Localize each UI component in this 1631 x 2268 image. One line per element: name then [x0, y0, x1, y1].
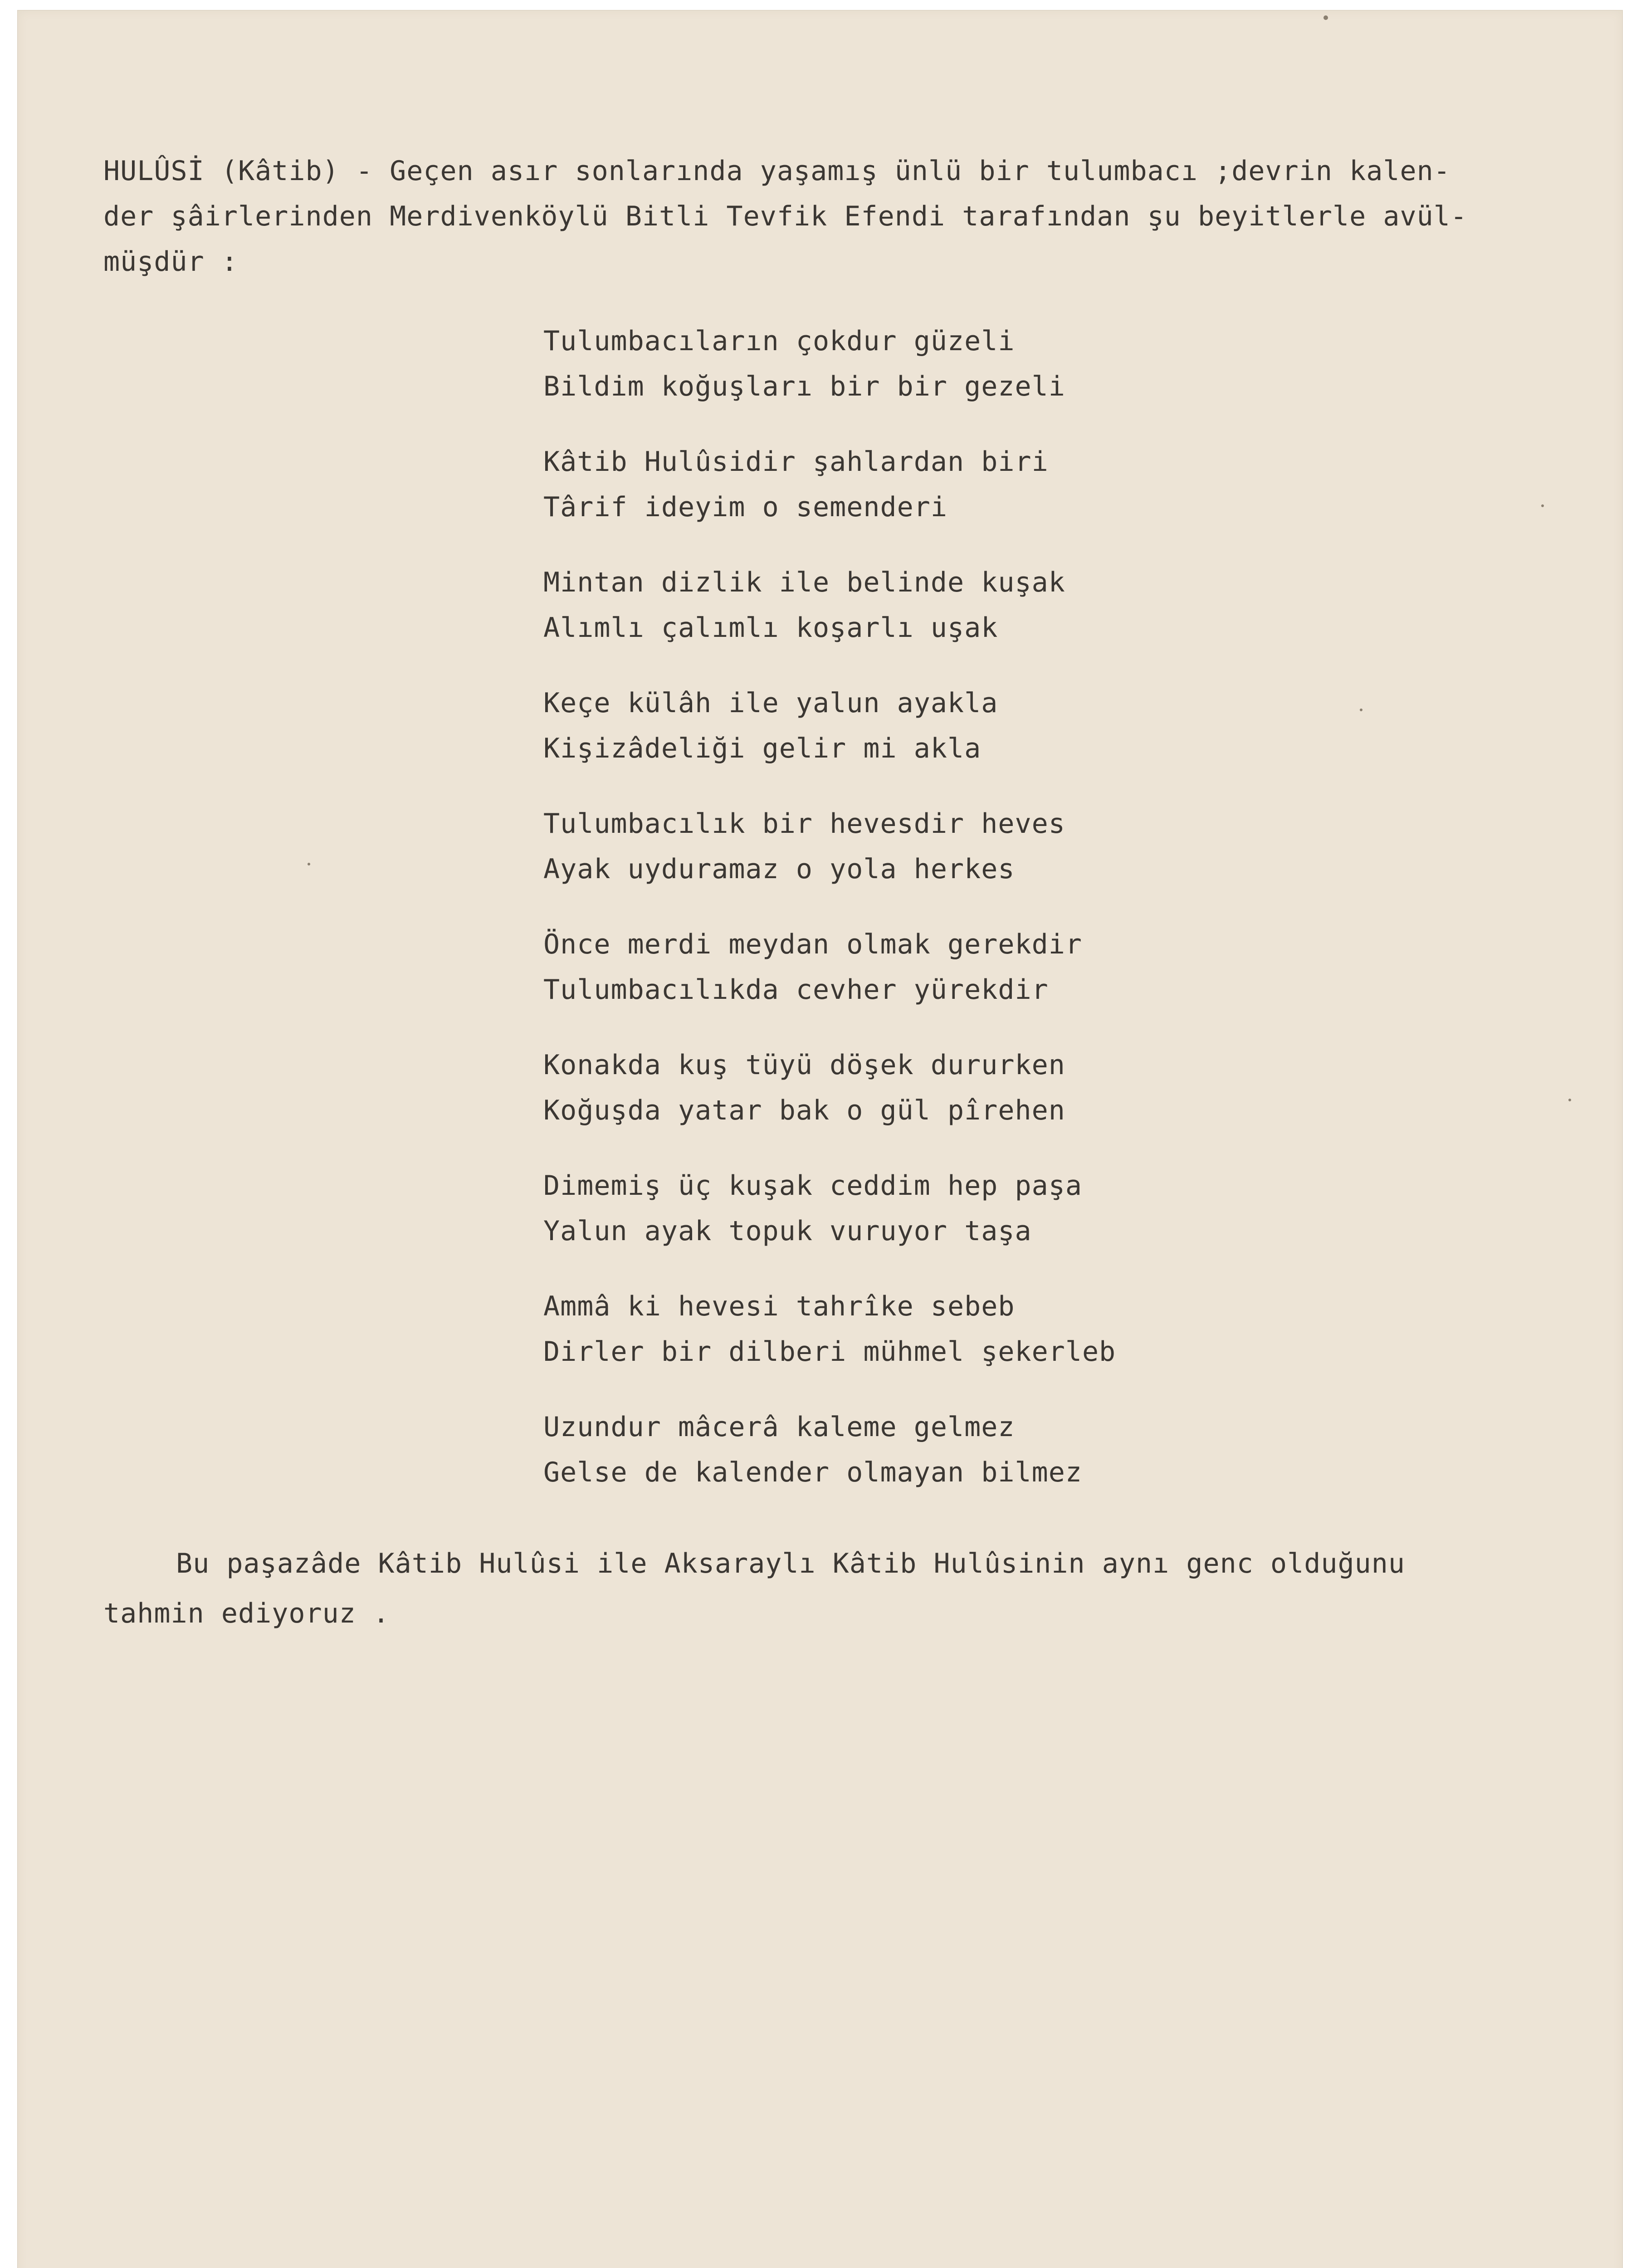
paper-speck — [1360, 709, 1362, 711]
poem-line: Önce merdi meydan olmak gerekdir — [543, 929, 1082, 960]
poem-line: Târif ideyim o semenderi — [543, 491, 947, 523]
poem-line: Yalun ayak topuk vuruyor taşa — [543, 1215, 1032, 1247]
poem-stanza — [543, 680, 1116, 771]
poem-line: Konakda kuş tüyü döşek dururken — [543, 1049, 1065, 1081]
poem-stanza — [543, 801, 1116, 892]
closing-line: tahmin ediyoruz . — [103, 1598, 390, 1629]
paper-speck — [1323, 15, 1328, 20]
poem-line: Dirler bir dilberi mühmel şekerleb — [543, 1336, 1116, 1368]
poem-line: Koğuşda yatar bak o gül pîrehen — [543, 1095, 1065, 1126]
poem — [543, 318, 1116, 1525]
poem-line: Uzundur mâcerâ kaleme gelmez — [543, 1411, 1015, 1443]
poem-line: Ayak uyduramaz o yola herkes — [543, 853, 1015, 885]
poem-stanza — [543, 439, 1116, 530]
intro-line: HULÛSİ (Kâtib) - Geçen asır sonlarında yaşamış ünlü bir tulumbacı ;devrin kalen- — [103, 155, 1450, 187]
poem-line: Kâtib Hulûsidir şahlardan biri — [543, 446, 1049, 478]
poem-stanza — [543, 318, 1116, 409]
poem-line: Tulumbacıların çokdur güzeli — [543, 325, 1015, 357]
intro-line: der şâirlerinden Merdivenköylü Bitli Tevfik Efendi tarafından şu beyitlerle avül- — [103, 200, 1467, 232]
document-page — [17, 10, 1623, 2268]
poem-stanza — [543, 1404, 1116, 1495]
paper-speck — [308, 863, 310, 865]
poem-line: Dimemiş üç kuşak ceddim hep paşa — [543, 1170, 1082, 1202]
closing-paragraph — [103, 1539, 1405, 1638]
poem-stanza — [543, 560, 1116, 650]
poem-stanza — [543, 1042, 1116, 1133]
poem-line: Tulumbacılık bir hevesdir heves — [543, 808, 1065, 840]
poem-line: Gelse de kalender olmayan bilmez — [543, 1457, 1082, 1488]
poem-stanza — [543, 922, 1116, 1012]
poem-line: Mintan dizlik ile belinde kuşak — [543, 567, 1065, 598]
poem-line: Ammâ ki hevesi tahrîke sebeb — [543, 1290, 1015, 1322]
intro-line: müşdür : — [103, 246, 238, 278]
poem-line: Tulumbacılıkda cevher yürekdir — [543, 974, 1049, 1006]
poem-line: Alımlı çalımlı koşarlı uşak — [543, 612, 998, 644]
poem-stanza — [543, 1284, 1116, 1374]
poem-line: Kişizâdeliği gelir mi akla — [543, 733, 982, 764]
poem-stanza — [543, 1163, 1116, 1254]
poem-line: Keçe külâh ile yalun ayakla — [543, 687, 998, 719]
paper-speck — [1541, 504, 1544, 507]
paper-speck — [1568, 1099, 1571, 1101]
intro-paragraph — [103, 148, 1600, 284]
closing-line: Bu paşazâde Kâtib Hulûsi ile Aksaraylı Kâtib Hulûsinin aynı genc olduğunu — [176, 1548, 1405, 1579]
poem-line: Bildim koğuşları bir bir gezeli — [543, 371, 1065, 402]
